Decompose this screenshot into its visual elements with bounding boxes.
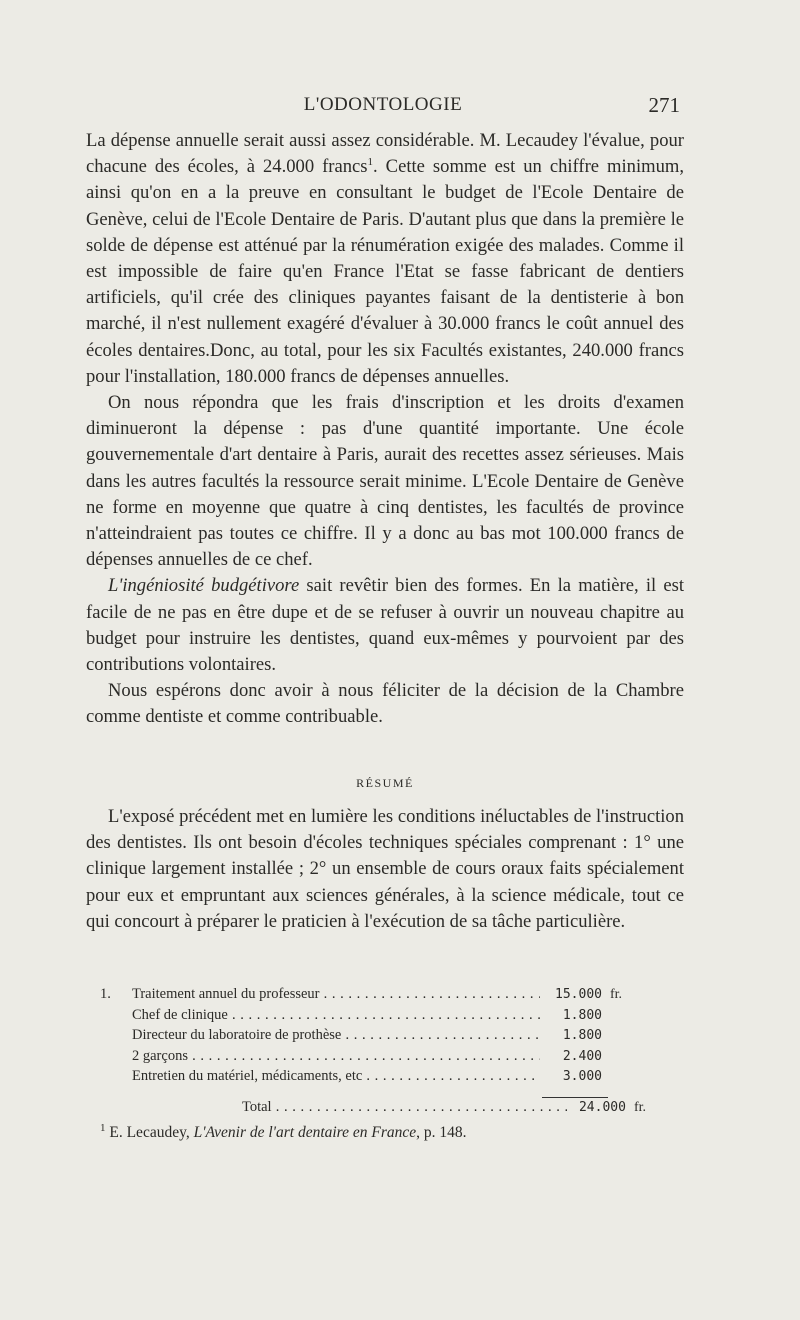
budget-item-amount: 1.800 xyxy=(562,1028,602,1044)
budget-item-amount: 2.400 xyxy=(562,1048,602,1064)
resume-text xyxy=(86,804,684,935)
budget-item-amount: 1.800 xyxy=(562,1007,602,1023)
paragraph: Nous espérons donc avoir à nous féliciter de la décision de la Chambre comme dentiste et comme contribuable. xyxy=(86,680,684,728)
main-text xyxy=(86,128,684,731)
page-number: 271 xyxy=(648,93,680,117)
budget-item-label: Directeur du laboratoire de prothèse . . . xyxy=(132,1025,540,1046)
budget-item-label: Entretien du matériel, médicaments, etc . . . xyxy=(132,1066,540,1087)
footnote-reference: 1 xyxy=(367,156,374,169)
budget-row xyxy=(86,1025,646,1046)
budget-total-amount: 24.000 xyxy=(578,1099,626,1115)
running-header xyxy=(86,94,680,118)
budget-row xyxy=(86,1066,646,1087)
budget-item-label: Chef de clinique . . . xyxy=(132,1005,540,1026)
paragraph-text: . Cette somme est un chiffre minimum, ainsi qu'on en a la preuve en consultant le budget de l'Ecole Dentaire de Genève, celui de l'Ecole Dentaire de Paris. D'autant plus que dans la première le solde de dépense est atténué par la rénumération exigée des malades. Comme il est impossible de faire qu'en France l'Etat se fasse fabricant de dentiers artificiels, qu'il crée des cliniques payantes faisant de la dentisterie à bon marché, il n'est nullement exagéré d'évaluer à 30.000 francs le coût annuel des écoles dentaires.Donc, au total, pour les six Facultés existantes, 240.000 francs pour l'installation, 180.000 francs de dépenses annuelles. xyxy=(86,156,684,387)
budget-total-row xyxy=(86,1097,646,1118)
budget-row xyxy=(86,984,646,1005)
paragraph xyxy=(86,128,684,390)
footnote xyxy=(100,1121,680,1142)
budget-item-label: 2 garçons . . . xyxy=(132,1046,540,1067)
budget-total-label: Total . . . xyxy=(132,1097,567,1118)
paragraph: On nous répondra que les frais d'inscription et les droits d'examen diminueront la dépense : pas d'une quantité importante. Une école gouvernementale d'art dentaire à Paris, aurait des recettes assez sérieuses. Mais dans les autres facultés la ressource serait minime. L'Ecole Dentaire de Genève ne forme en moyenne que quatre à cinq dentistes, les facultés de province n'atteindraient pas toutes ce chiffre. Il y a donc au bas mot 100.000 francs de dépenses annuelles de ce chef. xyxy=(86,392,684,571)
footnote-mark: 1 xyxy=(100,1121,106,1134)
budget-total-unit: fr. xyxy=(633,1099,646,1115)
footnote-page: , p. 148. xyxy=(416,1124,467,1141)
budget-row xyxy=(86,1005,646,1026)
budget-item-label: Traitement annuel du professeur . . . xyxy=(132,984,540,1005)
footnote-title: L'Avenir de l'art dentaire en France xyxy=(193,1124,417,1141)
budget-item-unit: fr. xyxy=(610,987,623,1002)
resume-heading: RÉSUMÉ xyxy=(356,776,414,790)
paragraph-text: sait revêtir bien des formes. En la matière, il est facile de ne pas en être dupe et de se refuser à ouvrir un nouveau chapitre au budget pour instruire les dentistes, quand eux-mêmes y pourvoient par des contributions volontaires. xyxy=(86,575,685,676)
italic-phrase: L'ingéniosité budgétivore xyxy=(108,575,300,597)
paragraph: L'exposé précédent met en lumière les conditions inéluctables de l'instruction des dentistes. Ils ont besoin d'écoles techniques spéciales comprenant : 1° une clinique largement installée ; 2° un ensemble de cours oraux faits spécialement pour eux et empruntant aux sciences générales, à la science médicale, tout ce qui concourt à préparer le praticien à l'exécution de sa tâche particulière. xyxy=(86,806,684,932)
budget-item-amount: 3.000 xyxy=(562,1069,602,1085)
footnote-author: E. Lecaudey, xyxy=(109,1124,194,1141)
journal-title: L'ODONTOLOGIE xyxy=(303,94,463,115)
budget-item-number: 1. xyxy=(100,986,111,1002)
budget-table xyxy=(86,984,646,1118)
budget-row xyxy=(86,1046,646,1067)
paragraph xyxy=(86,573,684,678)
paragraph-text: La dépense annuelle serait aussi assez considérable. M. Lecaudey l'évalue, pour chacune des écoles, à 24.000 francs xyxy=(86,130,684,178)
budget-item-amount: 15.000 xyxy=(555,987,602,1002)
